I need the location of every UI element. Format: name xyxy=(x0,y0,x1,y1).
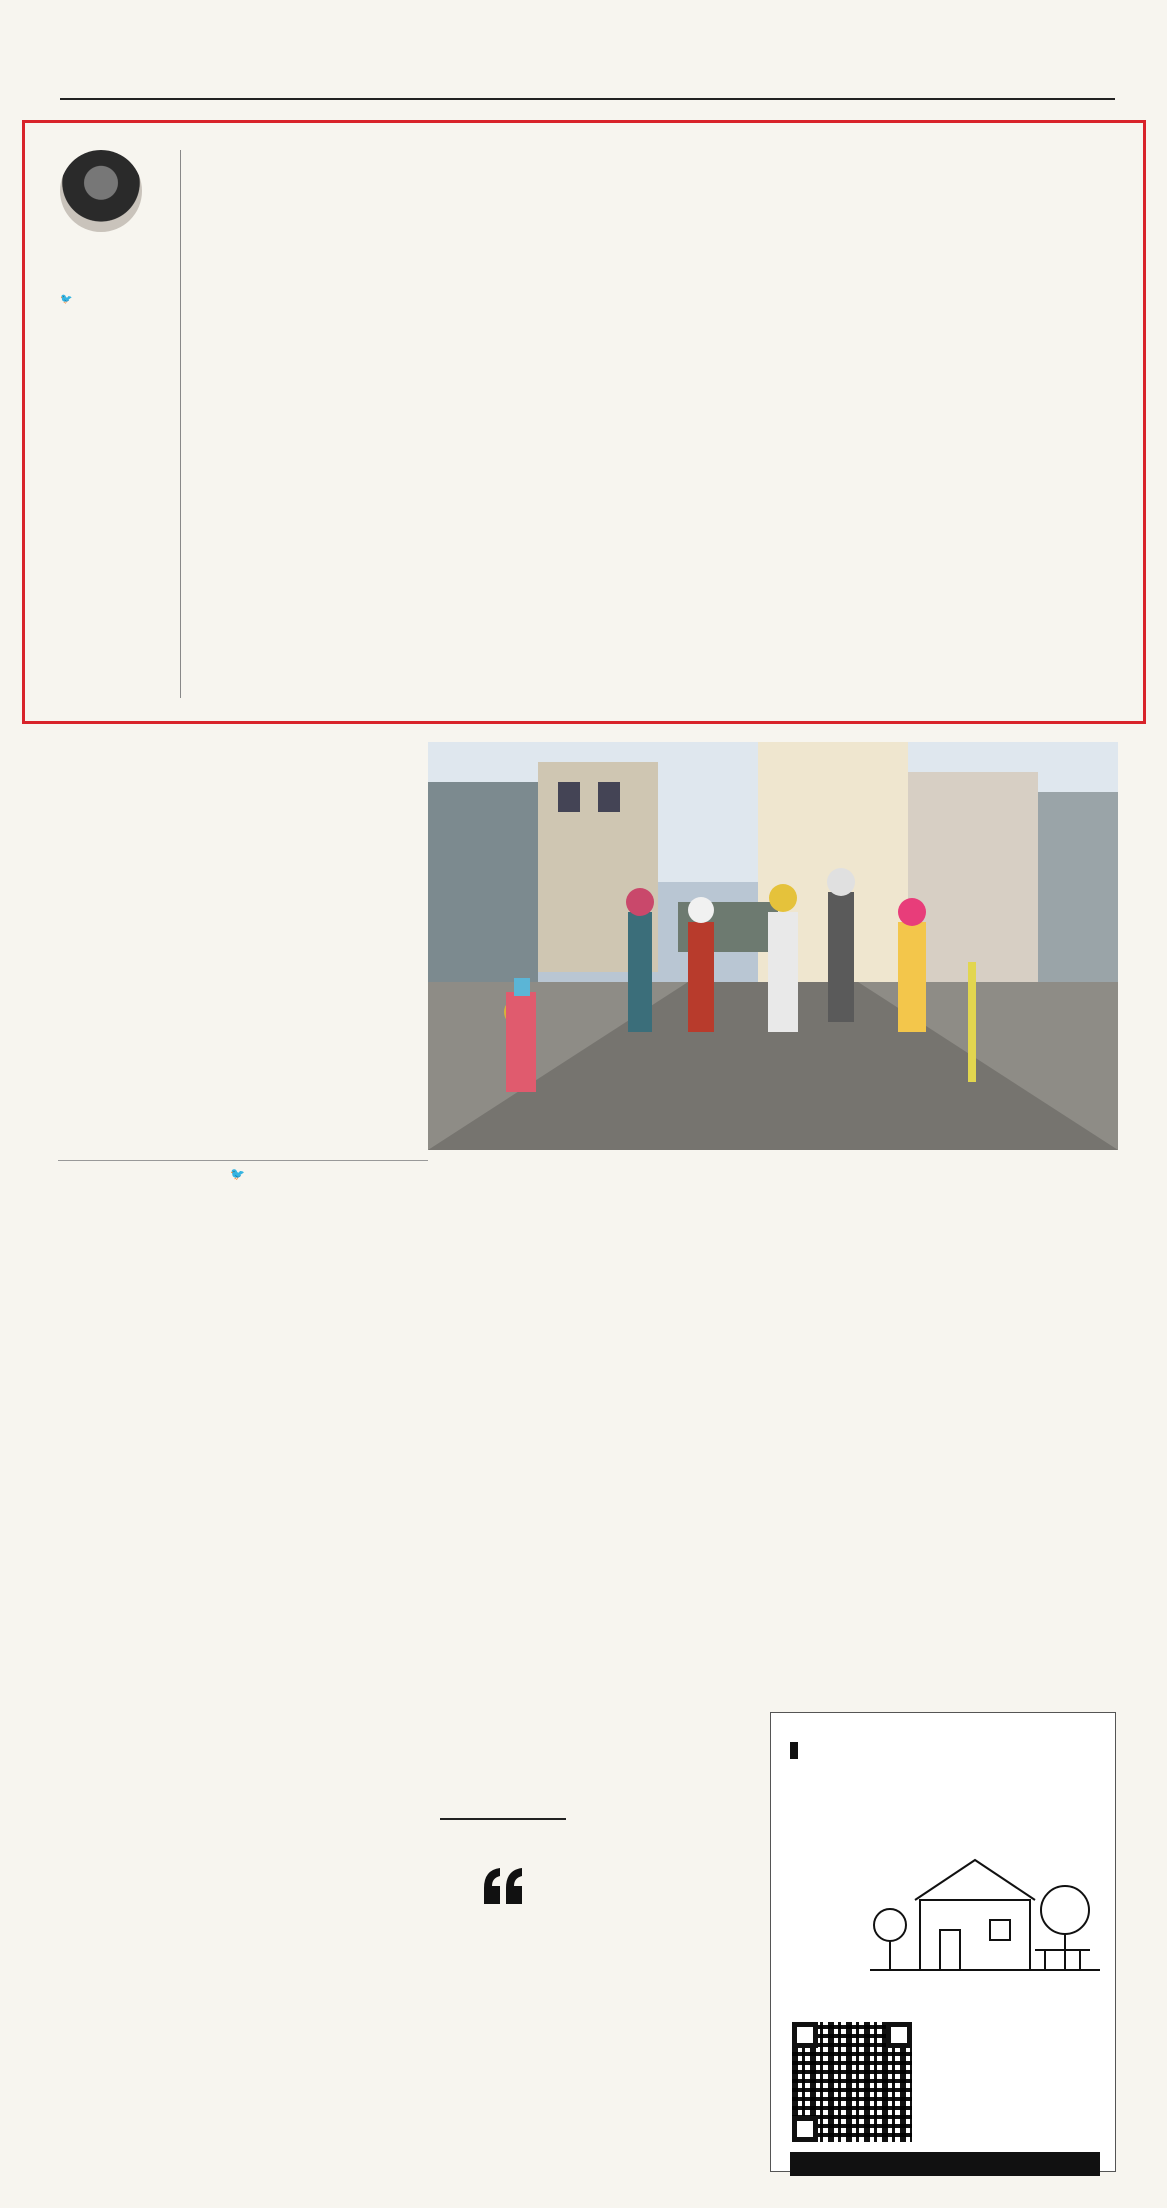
ad-dates-banner xyxy=(790,2152,1100,2176)
qr-code xyxy=(790,2020,914,2144)
story-photo xyxy=(428,742,1118,1150)
header-rule xyxy=(60,98,1115,100)
quote-mark-icon xyxy=(480,1866,526,1906)
twitter-icon: 🐦 xyxy=(60,294,73,305)
opinion-column-box xyxy=(22,120,1146,724)
column-separator xyxy=(180,150,181,698)
byline-rule xyxy=(58,1160,428,1161)
byline-twitter xyxy=(230,1167,245,1181)
author-photo xyxy=(60,150,142,232)
twitter-icon: 🐦 xyxy=(230,1167,245,1181)
park-label xyxy=(790,1742,798,1759)
park-illustration xyxy=(860,1830,1110,2000)
author-twitter-handle xyxy=(60,294,72,305)
quote-rule xyxy=(440,1818,566,1820)
ad-invitation xyxy=(790,1740,1100,1762)
column-text-1 xyxy=(198,215,366,217)
story-text-4 xyxy=(592,1218,757,1226)
